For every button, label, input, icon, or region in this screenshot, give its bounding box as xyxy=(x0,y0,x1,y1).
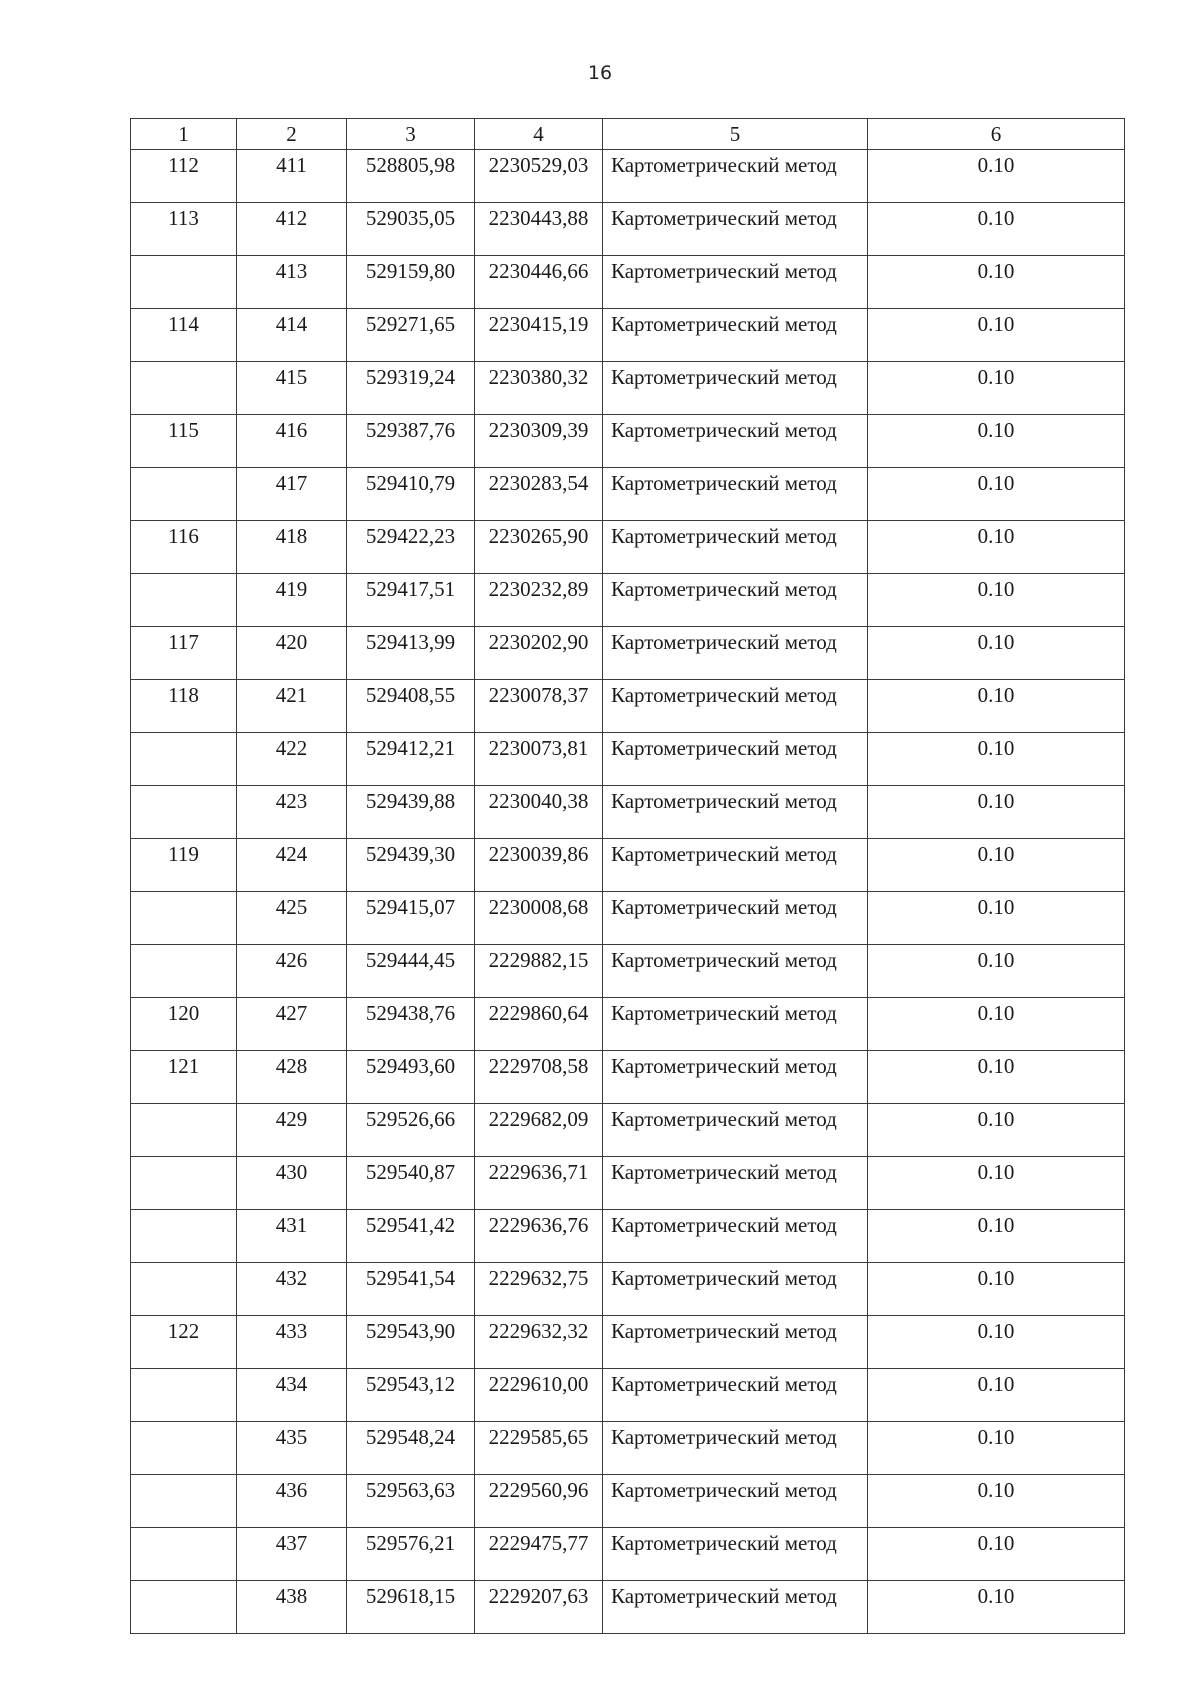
y-coordinate-cell: 2229632,32 xyxy=(475,1316,603,1369)
y-coordinate-cell: 2229632,75 xyxy=(475,1263,603,1316)
method-cell: Картометрический метод xyxy=(603,468,868,521)
y-coordinate-cell: 2230443,88 xyxy=(475,203,603,256)
point-number-cell: 413 xyxy=(237,256,347,309)
x-coordinate-cell: 529319,24 xyxy=(347,362,475,415)
section-number-cell: 113 xyxy=(131,203,237,256)
x-coordinate-cell: 529563,63 xyxy=(347,1475,475,1528)
point-number-cell: 428 xyxy=(237,1051,347,1104)
y-coordinate-cell: 2230232,89 xyxy=(475,574,603,627)
section-number-cell xyxy=(131,1528,237,1581)
accuracy-cell: 0.10 xyxy=(868,521,1125,574)
method-cell: Картометрический метод xyxy=(603,1581,868,1634)
method-cell: Картометрический метод xyxy=(603,203,868,256)
section-number-cell xyxy=(131,1581,237,1634)
table-row xyxy=(131,1316,1125,1369)
table-row xyxy=(131,150,1125,203)
point-number-cell: 415 xyxy=(237,362,347,415)
x-coordinate-cell: 529422,23 xyxy=(347,521,475,574)
point-number-cell: 430 xyxy=(237,1157,347,1210)
page-number: 16 xyxy=(587,62,613,84)
section-number-cell: 119 xyxy=(131,839,237,892)
y-coordinate-cell: 2230265,90 xyxy=(475,521,603,574)
x-coordinate-cell: 529408,55 xyxy=(347,680,475,733)
method-cell: Картометрический метод xyxy=(603,786,868,839)
accuracy-cell: 0.10 xyxy=(868,1369,1125,1422)
section-number-cell: 116 xyxy=(131,521,237,574)
section-number-cell: 114 xyxy=(131,309,237,362)
table-row xyxy=(131,362,1125,415)
y-coordinate-cell: 2230415,19 xyxy=(475,309,603,362)
method-cell: Картометрический метод xyxy=(603,1263,868,1316)
accuracy-cell: 0.10 xyxy=(868,1104,1125,1157)
section-number-cell: 120 xyxy=(131,998,237,1051)
method-cell: Картометрический метод xyxy=(603,150,868,203)
section-number-cell xyxy=(131,1369,237,1422)
section-number-cell xyxy=(131,1475,237,1528)
y-coordinate-cell: 2230446,66 xyxy=(475,256,603,309)
point-number-cell: 411 xyxy=(237,150,347,203)
x-coordinate-cell: 529576,21 xyxy=(347,1528,475,1581)
header-cell-4: 4 xyxy=(475,119,603,150)
x-coordinate-cell: 529439,30 xyxy=(347,839,475,892)
method-cell: Картометрический метод xyxy=(603,415,868,468)
accuracy-cell: 0.10 xyxy=(868,892,1125,945)
y-coordinate-cell: 2229585,65 xyxy=(475,1422,603,1475)
x-coordinate-cell: 529541,42 xyxy=(347,1210,475,1263)
accuracy-cell: 0.10 xyxy=(868,1316,1125,1369)
table-row xyxy=(131,1475,1125,1528)
section-number-cell xyxy=(131,468,237,521)
section-number-cell xyxy=(131,574,237,627)
accuracy-cell: 0.10 xyxy=(868,1210,1125,1263)
point-number-cell: 432 xyxy=(237,1263,347,1316)
x-coordinate-cell: 529493,60 xyxy=(347,1051,475,1104)
accuracy-cell: 0.10 xyxy=(868,839,1125,892)
accuracy-cell: 0.10 xyxy=(868,415,1125,468)
x-coordinate-cell: 529618,15 xyxy=(347,1581,475,1634)
x-coordinate-cell: 529543,12 xyxy=(347,1369,475,1422)
x-coordinate-cell: 529541,54 xyxy=(347,1263,475,1316)
y-coordinate-cell: 2230529,03 xyxy=(475,150,603,203)
y-coordinate-cell: 2230283,54 xyxy=(475,468,603,521)
method-cell: Картометрический метод xyxy=(603,1157,868,1210)
method-cell: Картометрический метод xyxy=(603,1475,868,1528)
section-number-cell: 122 xyxy=(131,1316,237,1369)
y-coordinate-cell: 2230039,86 xyxy=(475,839,603,892)
header-cell-5: 5 xyxy=(603,119,868,150)
method-cell: Картометрический метод xyxy=(603,945,868,998)
section-number-cell xyxy=(131,892,237,945)
point-number-cell: 420 xyxy=(237,627,347,680)
accuracy-cell: 0.10 xyxy=(868,1422,1125,1475)
method-cell: Картометрический метод xyxy=(603,733,868,786)
y-coordinate-cell: 2230380,32 xyxy=(475,362,603,415)
accuracy-cell: 0.10 xyxy=(868,468,1125,521)
x-coordinate-cell: 529412,21 xyxy=(347,733,475,786)
x-coordinate-cell: 529413,99 xyxy=(347,627,475,680)
table-row xyxy=(131,892,1125,945)
accuracy-cell: 0.10 xyxy=(868,1051,1125,1104)
y-coordinate-cell: 2229475,77 xyxy=(475,1528,603,1581)
point-number-cell: 417 xyxy=(237,468,347,521)
point-number-cell: 418 xyxy=(237,521,347,574)
section-number-cell xyxy=(131,362,237,415)
section-number-cell xyxy=(131,733,237,786)
accuracy-cell: 0.10 xyxy=(868,786,1125,839)
y-coordinate-cell: 2230008,68 xyxy=(475,892,603,945)
accuracy-cell: 0.10 xyxy=(868,945,1125,998)
table-body xyxy=(131,150,1125,1634)
coordinates-table xyxy=(130,118,1125,1634)
table-row xyxy=(131,627,1125,680)
method-cell: Картометрический метод xyxy=(603,256,868,309)
section-number-cell xyxy=(131,945,237,998)
y-coordinate-cell: 2229610,00 xyxy=(475,1369,603,1422)
section-number-cell xyxy=(131,1104,237,1157)
point-number-cell: 436 xyxy=(237,1475,347,1528)
method-cell: Картометрический метод xyxy=(603,309,868,362)
point-number-cell: 414 xyxy=(237,309,347,362)
accuracy-cell: 0.10 xyxy=(868,1581,1125,1634)
y-coordinate-cell: 2229860,64 xyxy=(475,998,603,1051)
table-row xyxy=(131,309,1125,362)
accuracy-cell: 0.10 xyxy=(868,1475,1125,1528)
x-coordinate-cell: 529410,79 xyxy=(347,468,475,521)
table-row xyxy=(131,786,1125,839)
y-coordinate-cell: 2230078,37 xyxy=(475,680,603,733)
point-number-cell: 435 xyxy=(237,1422,347,1475)
method-cell: Картометрический метод xyxy=(603,627,868,680)
x-coordinate-cell: 529271,65 xyxy=(347,309,475,362)
table-row xyxy=(131,415,1125,468)
accuracy-cell: 0.10 xyxy=(868,1528,1125,1581)
section-number-cell xyxy=(131,1157,237,1210)
y-coordinate-cell: 2229682,09 xyxy=(475,1104,603,1157)
accuracy-cell: 0.10 xyxy=(868,574,1125,627)
table-row xyxy=(131,574,1125,627)
point-number-cell: 419 xyxy=(237,574,347,627)
method-cell: Картометрический метод xyxy=(603,680,868,733)
y-coordinate-cell: 2230202,90 xyxy=(475,627,603,680)
section-number-cell xyxy=(131,1422,237,1475)
y-coordinate-cell: 2230073,81 xyxy=(475,733,603,786)
point-number-cell: 426 xyxy=(237,945,347,998)
table-row xyxy=(131,468,1125,521)
table-row xyxy=(131,680,1125,733)
x-coordinate-cell: 529438,76 xyxy=(347,998,475,1051)
x-coordinate-cell: 529543,90 xyxy=(347,1316,475,1369)
method-cell: Картометрический метод xyxy=(603,998,868,1051)
point-number-cell: 431 xyxy=(237,1210,347,1263)
y-coordinate-cell: 2230040,38 xyxy=(475,786,603,839)
method-cell: Картометрический метод xyxy=(603,892,868,945)
table-row xyxy=(131,1157,1125,1210)
method-cell: Картометрический метод xyxy=(603,1316,868,1369)
point-number-cell: 433 xyxy=(237,1316,347,1369)
y-coordinate-cell: 2229207,63 xyxy=(475,1581,603,1634)
header-row xyxy=(131,119,1125,150)
accuracy-cell: 0.10 xyxy=(868,256,1125,309)
accuracy-cell: 0.10 xyxy=(868,203,1125,256)
header-cell-6: 6 xyxy=(868,119,1125,150)
accuracy-cell: 0.10 xyxy=(868,1263,1125,1316)
point-number-cell: 421 xyxy=(237,680,347,733)
header-cell-3: 3 xyxy=(347,119,475,150)
x-coordinate-cell: 529035,05 xyxy=(347,203,475,256)
accuracy-cell: 0.10 xyxy=(868,309,1125,362)
section-number-cell: 121 xyxy=(131,1051,237,1104)
section-number-cell xyxy=(131,1210,237,1263)
point-number-cell: 412 xyxy=(237,203,347,256)
section-number-cell: 118 xyxy=(131,680,237,733)
table-row xyxy=(131,1528,1125,1581)
method-cell: Картометрический метод xyxy=(603,1051,868,1104)
y-coordinate-cell: 2230309,39 xyxy=(475,415,603,468)
accuracy-cell: 0.10 xyxy=(868,733,1125,786)
table-row xyxy=(131,1104,1125,1157)
accuracy-cell: 0.10 xyxy=(868,362,1125,415)
x-coordinate-cell: 528805,98 xyxy=(347,150,475,203)
x-coordinate-cell: 529415,07 xyxy=(347,892,475,945)
table-row xyxy=(131,203,1125,256)
y-coordinate-cell: 2229636,71 xyxy=(475,1157,603,1210)
table-row xyxy=(131,1210,1125,1263)
accuracy-cell: 0.10 xyxy=(868,680,1125,733)
method-cell: Картометрический метод xyxy=(603,1422,868,1475)
section-number-cell: 117 xyxy=(131,627,237,680)
x-coordinate-cell: 529387,76 xyxy=(347,415,475,468)
table-row xyxy=(131,1581,1125,1634)
table-row xyxy=(131,256,1125,309)
point-number-cell: 438 xyxy=(237,1581,347,1634)
method-cell: Картометрический метод xyxy=(603,521,868,574)
accuracy-cell: 0.10 xyxy=(868,627,1125,680)
section-number-cell: 115 xyxy=(131,415,237,468)
method-cell: Картометрический метод xyxy=(603,1528,868,1581)
table-row xyxy=(131,839,1125,892)
y-coordinate-cell: 2229636,76 xyxy=(475,1210,603,1263)
point-number-cell: 429 xyxy=(237,1104,347,1157)
y-coordinate-cell: 2229708,58 xyxy=(475,1051,603,1104)
accuracy-cell: 0.10 xyxy=(868,998,1125,1051)
table-row xyxy=(131,733,1125,786)
x-coordinate-cell: 529417,51 xyxy=(347,574,475,627)
method-cell: Картометрический метод xyxy=(603,1210,868,1263)
point-number-cell: 437 xyxy=(237,1528,347,1581)
header-cell-2: 2 xyxy=(237,119,347,150)
method-cell: Картометрический метод xyxy=(603,362,868,415)
section-number-cell xyxy=(131,1263,237,1316)
x-coordinate-cell: 529540,87 xyxy=(347,1157,475,1210)
point-number-cell: 416 xyxy=(237,415,347,468)
table-row xyxy=(131,1051,1125,1104)
header-cell-1: 1 xyxy=(131,119,237,150)
accuracy-cell: 0.10 xyxy=(868,150,1125,203)
table-row xyxy=(131,945,1125,998)
x-coordinate-cell: 529159,80 xyxy=(347,256,475,309)
point-number-cell: 423 xyxy=(237,786,347,839)
point-number-cell: 434 xyxy=(237,1369,347,1422)
x-coordinate-cell: 529526,66 xyxy=(347,1104,475,1157)
point-number-cell: 425 xyxy=(237,892,347,945)
x-coordinate-cell: 529548,24 xyxy=(347,1422,475,1475)
section-number-cell xyxy=(131,786,237,839)
point-number-cell: 422 xyxy=(237,733,347,786)
x-coordinate-cell: 529444,45 xyxy=(347,945,475,998)
section-number-cell: 112 xyxy=(131,150,237,203)
point-number-cell: 424 xyxy=(237,839,347,892)
table-row xyxy=(131,1263,1125,1316)
method-cell: Картометрический метод xyxy=(603,1369,868,1422)
table-row xyxy=(131,998,1125,1051)
y-coordinate-cell: 2229560,96 xyxy=(475,1475,603,1528)
table-row xyxy=(131,1369,1125,1422)
point-number-cell: 427 xyxy=(237,998,347,1051)
table-row xyxy=(131,1422,1125,1475)
x-coordinate-cell: 529439,88 xyxy=(347,786,475,839)
method-cell: Картометрический метод xyxy=(603,574,868,627)
accuracy-cell: 0.10 xyxy=(868,1157,1125,1210)
method-cell: Картометрический метод xyxy=(603,1104,868,1157)
section-number-cell xyxy=(131,256,237,309)
table-row xyxy=(131,521,1125,574)
method-cell: Картометрический метод xyxy=(603,839,868,892)
y-coordinate-cell: 2229882,15 xyxy=(475,945,603,998)
table-header xyxy=(131,119,1125,150)
